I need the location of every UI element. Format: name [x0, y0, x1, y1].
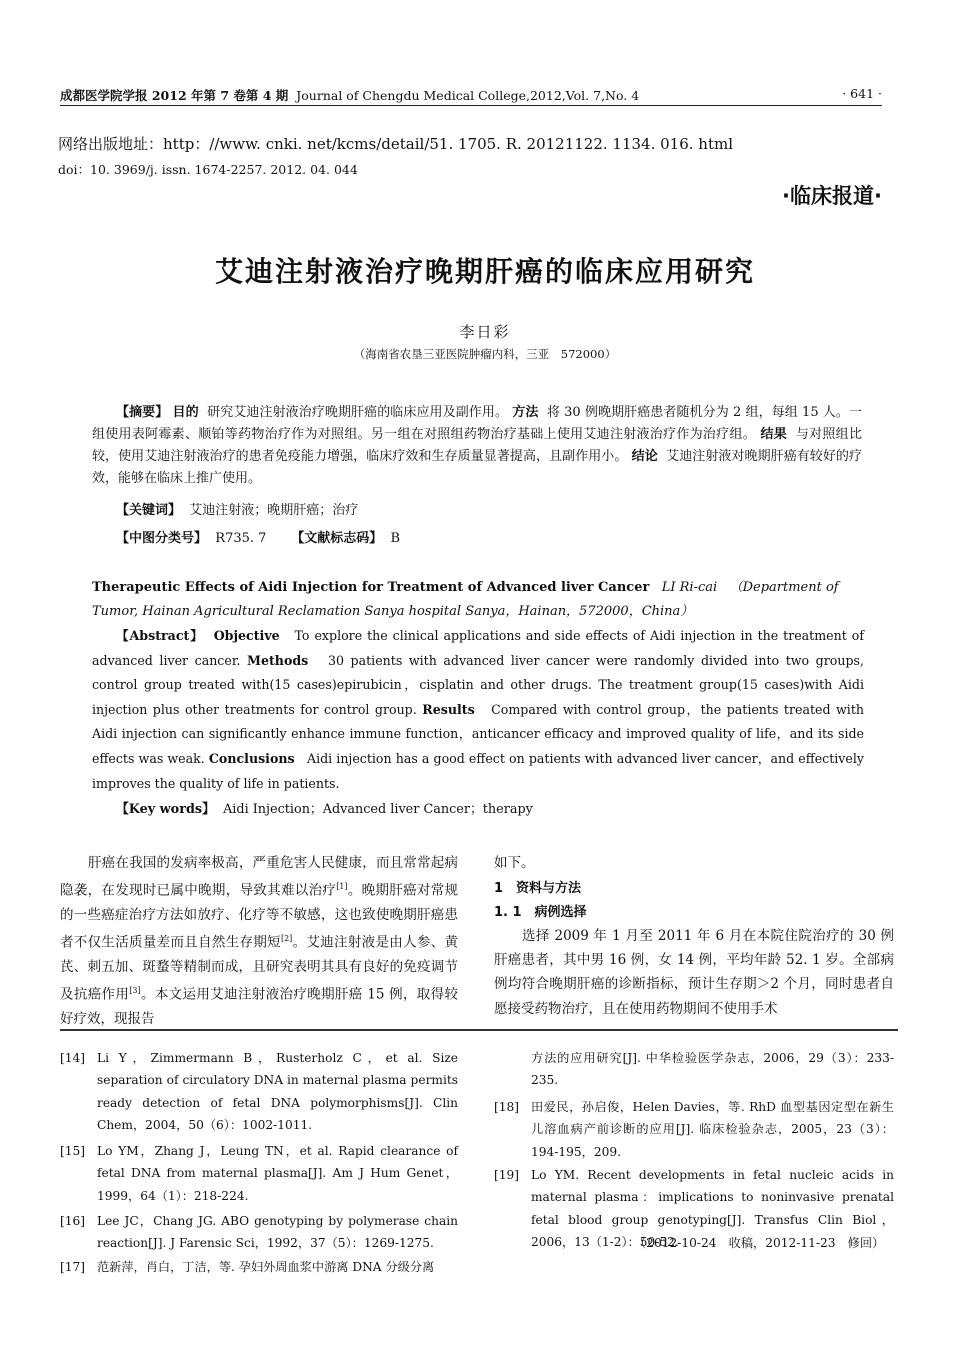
english-title: Therapeutic Effects of Aidi Injection for Treatment of Advanced liver Cancer	[92, 580, 650, 595]
case-selection-paragraph: 选择 2009 年 1 月至 2011 年 6 月在本院住院治疗的 30 例肝癌患者，其中男 16 例，女 14 例，平均年龄 52. 1 岁。全部病例均符合晚期肝癌的诊断指标，预计生存期＞2 个月，同时患者自愿接受药物治疗，且在使用药物期间不使用手术	[494, 928, 894, 1017]
page-number: · 641 ·	[842, 86, 882, 101]
reference-text: 方法的应用研究[J]. 中华检验医学杂志，2006，29（3）：233-235.	[531, 1051, 894, 1088]
results-en-label: Results	[422, 701, 475, 717]
methods-en-text: 30 patients with advanced liver cancer were randomly divided into two groups, control group treated with(15 cases)epirubicin，cisplatin and other drugs. The treatment group(15 cases)with Aidi injection plus other treatments for control group.	[92, 652, 864, 717]
english-author: LI Ri-cai	[661, 580, 718, 595]
intro-text-2: 。晚期肝癌对常规的一些癌症治疗方法如放疗、化疗等不敏感，这也致使晚期肝癌患者不仅生活质量差而且自然生存期短	[60, 882, 459, 951]
abstract-en-label: 【Abstract】	[116, 628, 204, 643]
doi: doi：10. 3969/j. issn. 1674-2257. 2012. 04. 044	[58, 162, 358, 177]
objective-label: 目的	[172, 405, 199, 420]
section-label: ·临床报道·	[782, 184, 882, 208]
method-label: 方法	[512, 405, 539, 420]
journal-en: Journal of Chengdu Medical College,2012,Vol. 7,No. 4	[296, 88, 640, 103]
article-title: 艾迪注射液治疗晚期肝癌的临床应用研究	[214, 255, 755, 288]
abstract-label: 【摘要】	[116, 405, 169, 420]
reference-text: 范新萍，肖白，丁洁，等. 孕妇外周血浆中游离 DNA 分级分离	[97, 1260, 435, 1274]
methods-en-label: Methods	[247, 652, 309, 668]
objective-en-label: Objective	[213, 628, 280, 643]
keywords-cn	[116, 499, 358, 518]
affiliation: （海南省农垦三亚医院肿瘤内科，三亚 572000）	[353, 347, 617, 361]
reference-number: [18]	[494, 1100, 520, 1114]
intro-text-4: 。本文运用艾迪注射液治疗晚期肝癌 15 例，取得较好疗效，现报告	[60, 986, 459, 1027]
method-text: 将 30 例晚期肝癌患者随机分为 2 组，每组 15 人。一组使用表阿霉素、顺铂等药物治疗作为对照组。另一组在对照组药物治疗基础上使用艾迪注射液治疗作为治疗组。	[92, 405, 862, 442]
results-en-text: Compared with control group，the patients treated with Aidi injection can significantly enhance immune function，anticancer efficacy and improved quality of life，and its side effects was weak.	[92, 701, 864, 766]
reference-text: 田爱民，孙启俊，Helen Davies，等. RhD 血型基因定型在新生儿溶血病产前诊断的应用[J]. 临床检验杂志，2005，23（3）：194-195，209.	[531, 1100, 894, 1159]
english-title-block	[92, 576, 882, 624]
classification-label: 【中图分类号】	[116, 531, 208, 546]
reference-text: Lee JC，Chang JG. ABO genotyping by polymerase chain reaction[J]. J Farensic Sci，1992，37（5）：1269-1275.	[97, 1214, 458, 1251]
conclusion-text: 艾迪注射液对晚期肝癌有较好的疗效，能够在临床上推广使用。	[92, 449, 862, 486]
classification-value: R735. 7	[215, 531, 267, 546]
intro-continuation: 如下。	[494, 855, 535, 871]
conclusion-label: 结论	[631, 449, 658, 464]
citation-2: [2]	[280, 934, 293, 944]
objective-text: 研究艾迪注射液治疗晚期肝癌的临床应用及副作用。	[207, 405, 509, 420]
reference-text: Lo YM，Zhang J，Leung TN，et al. Rapid clearance of fetal DNA from maternal plasma[J]. Am J Hum Genet，1999，64（1）：218-224.	[97, 1144, 458, 1203]
reference-number: [19]	[494, 1168, 520, 1182]
keywords-en	[116, 798, 533, 817]
reference-number: [17]	[60, 1260, 86, 1274]
author: 李日彩	[459, 323, 511, 341]
intro-text-1: 肝癌在我国的发病率极高，严重危害人民健康，而且常常起病隐袭，在发现时已属中晚期，导致其难以治疗	[60, 855, 458, 899]
doc-code-value: B	[390, 531, 401, 546]
objective-en-text: To explore the clinical applications and side effects of Aidi injection in the treatment of advanced liver cancer.	[92, 628, 864, 668]
references-divider	[60, 1029, 898, 1031]
citation-3: [3]	[129, 986, 141, 996]
keywords-en-text: Aidi Injection；Advanced liver Cancer；therapy	[223, 802, 533, 817]
citation-1: [1]	[336, 882, 348, 892]
abstract-en	[92, 624, 864, 796]
running-header	[60, 86, 882, 104]
reference-number: [14]	[60, 1051, 86, 1065]
intro-text-3: 。艾迪注射液是由人参、黄芪、刺五加、斑蝥等精制而成，且研究表明其具有良好的免疫调节及抗癌作用	[60, 934, 459, 1003]
reference-text: Lo YM. Recent developments in fetal nucleic acids in maternal plasma：implications to noninvasive prenatal fetal blood group genotyping[J]. Transfus Clin Biol，2006，13（1-2）：50-52.	[531, 1168, 894, 1249]
english-affiliation: （Department of Tumor, Hainan Agricultural Reclamation Sanya hospital Sanya，Hainan，572000，China）	[92, 580, 839, 619]
result-text: 与对照组比较，使用艾迪注射液治疗的患者免疫能力增强，临床疗效和生存质量显著提高，且副作用小。	[92, 427, 862, 464]
keywords-en-label: 【Key words】	[116, 802, 215, 817]
header-divider	[60, 105, 882, 106]
heading-materials-methods: 1 资料与方法	[494, 881, 582, 896]
conclusions-en-text: Aidi injection has a good effect on patients with advanced liver cancer，and effectively improves the quality of life in patients.	[92, 750, 864, 791]
conclusions-en-label: Conclusions	[208, 750, 295, 766]
intro-paragraph	[60, 851, 458, 1031]
abstract-cn	[92, 402, 862, 490]
online-url: 网络出版地址：http：//www. cnki. net/kcms/detail/51. 1705. R. 20121122. 1134. 016. html	[58, 135, 734, 153]
reference-number: [15]	[60, 1144, 86, 1158]
received-dates: （2012-10-24 收稿，2012-11-23 修回）	[634, 1236, 885, 1250]
keywords-label: 【关键词】	[116, 503, 182, 518]
heading-case-selection: 1. 1 病例选择	[494, 905, 587, 920]
keywords-text: 艾迪注射液；晚期肝癌；治疗	[189, 503, 359, 518]
classification	[116, 527, 400, 546]
reference-text: Li Y，Zimmermann B，Rusterholz C，et al. Size separation of circulatory DNA in maternal plasma permits ready detection of fetal DNA polymorphisms[J]. Clin Chem，2004，50（6）：1002-1011.	[97, 1051, 458, 1132]
result-label: 结果	[760, 427, 788, 442]
doc-code-label: 【文献标志码】	[291, 531, 383, 546]
journal-cn: 成都医学院学报 2012 年第 7 卷第 4 期	[60, 88, 289, 103]
reference-number: [16]	[60, 1214, 86, 1228]
